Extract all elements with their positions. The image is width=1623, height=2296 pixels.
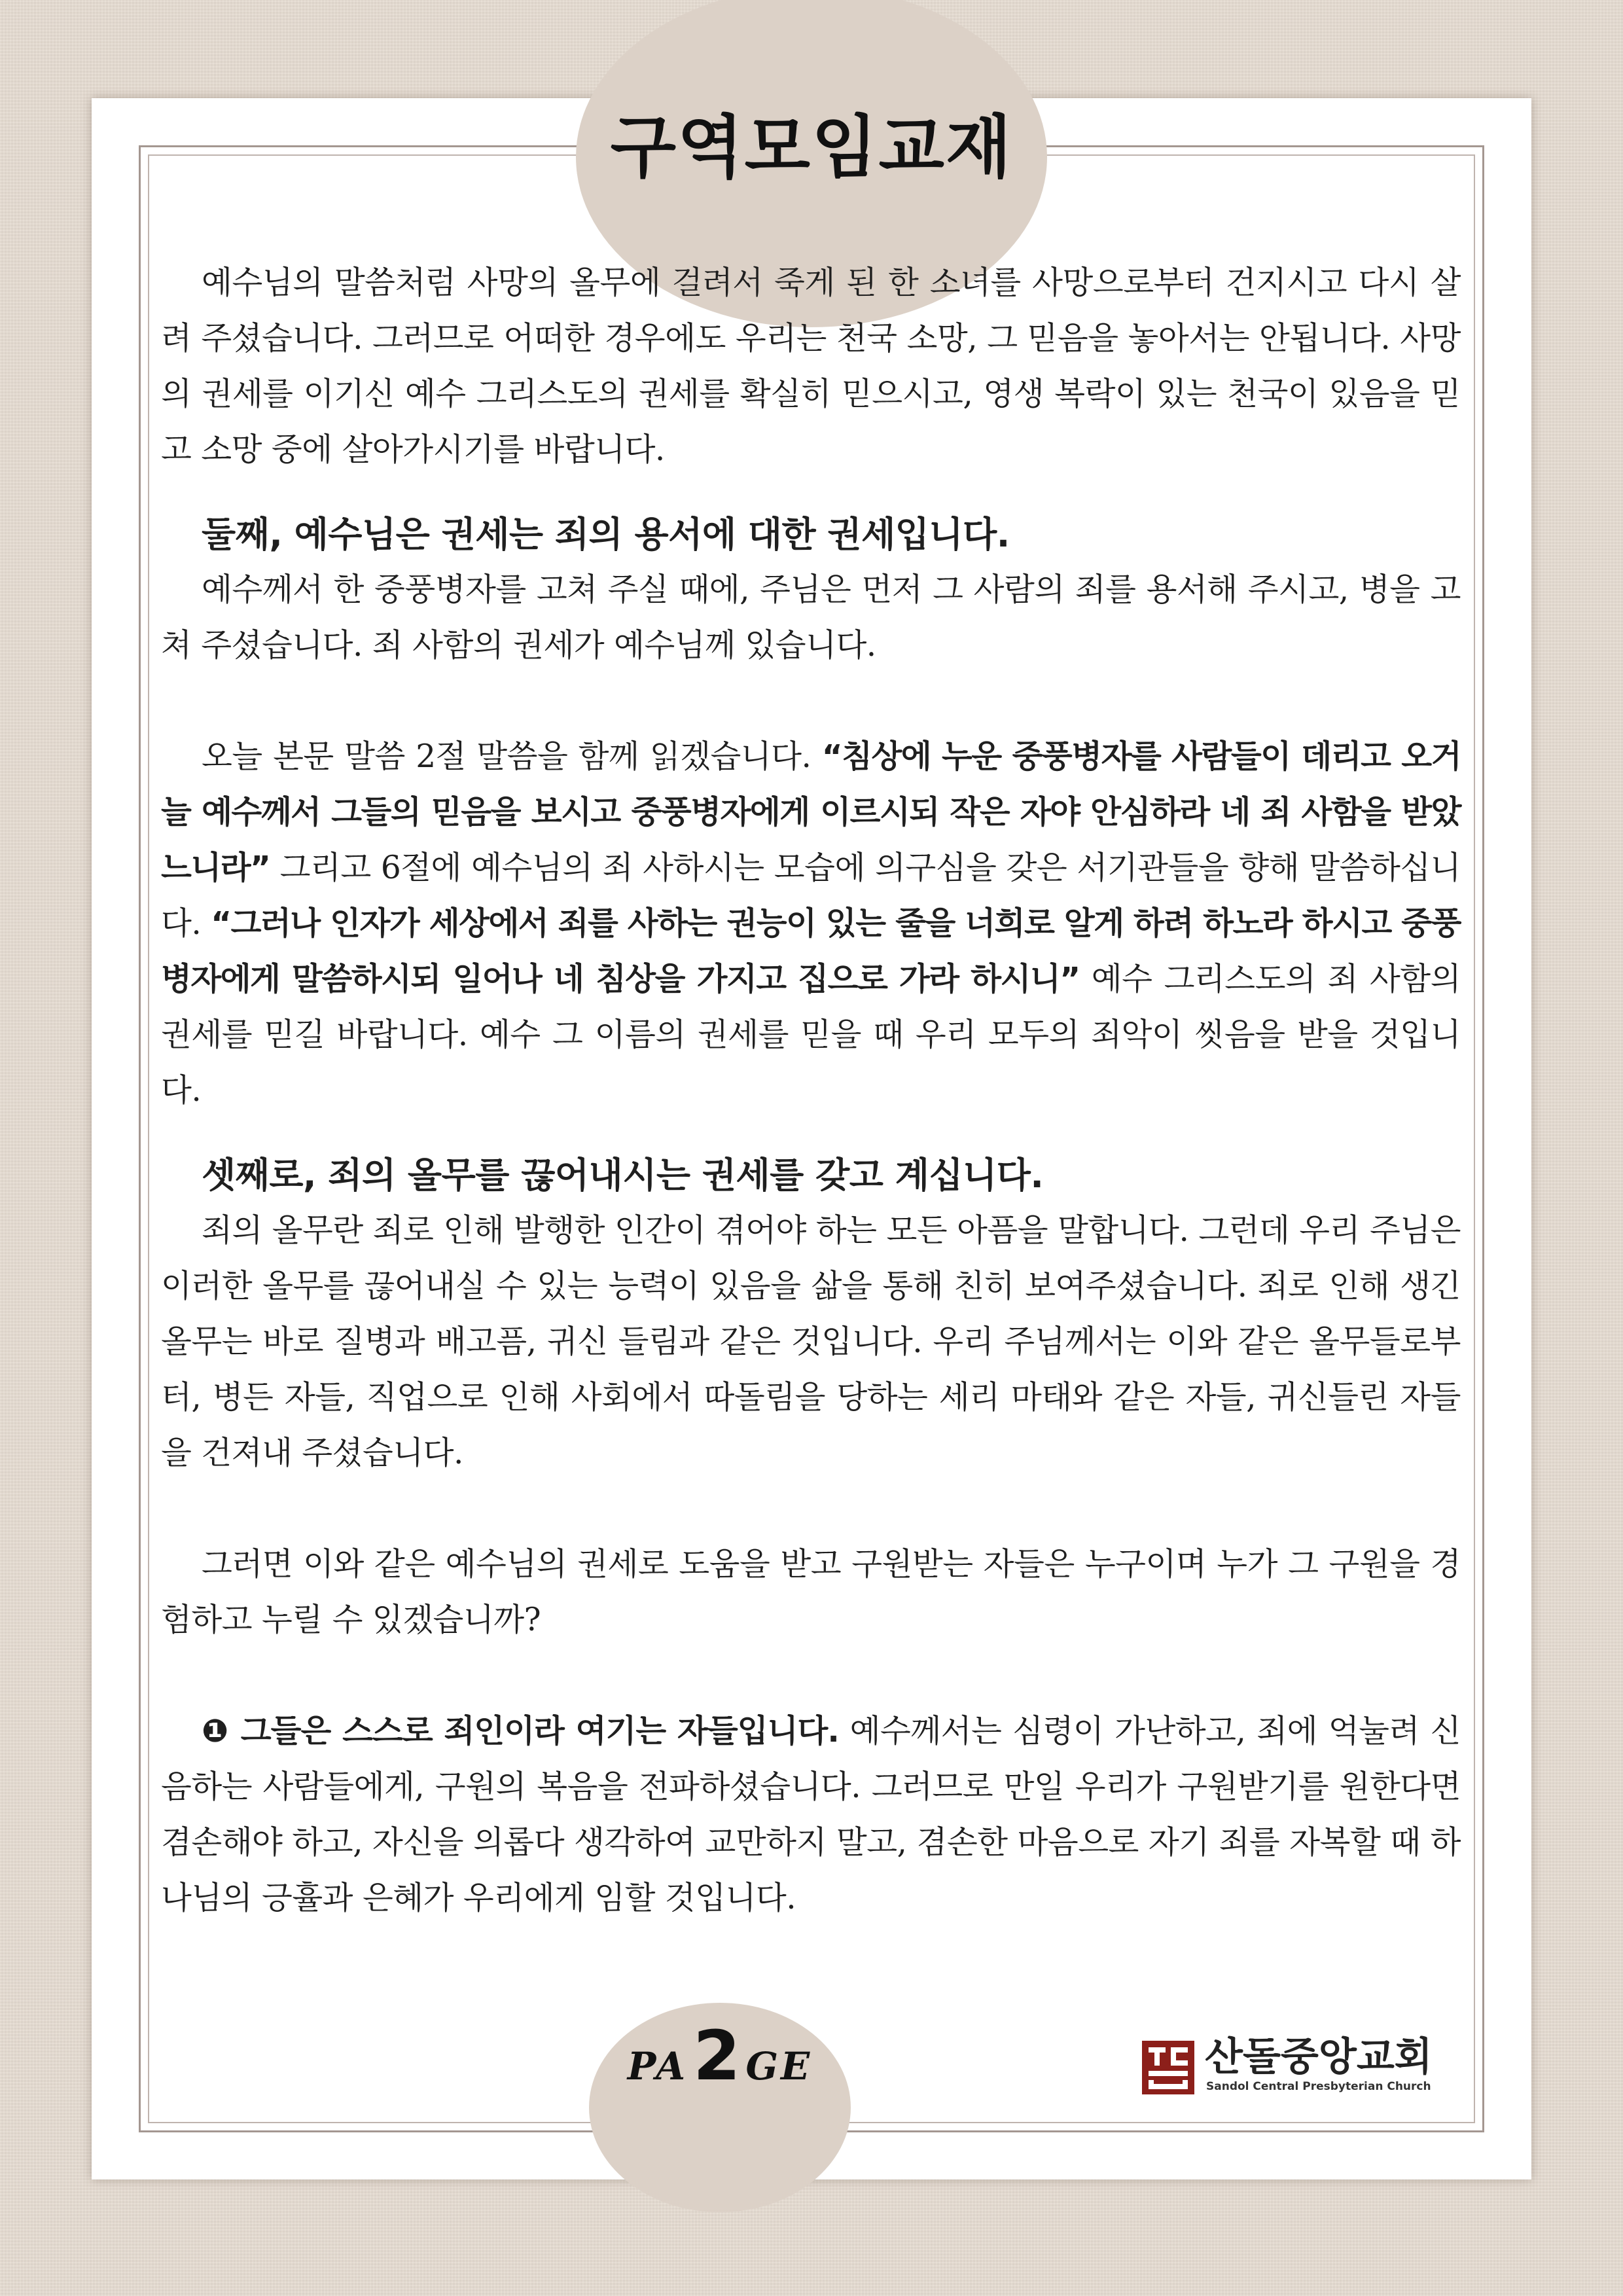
page-number-label [589, 2016, 851, 2096]
page-prefix: PA [627, 2044, 688, 2089]
main-content [161, 255, 1461, 1926]
page-suffix: GE [745, 2044, 813, 2089]
paragraph-snare: 죄의 올무란 죄로 인해 발행한 인간이 겪어야 하는 모든 아픔을 말합니다. 그런데 우리 주님은 이러한 올무를 끊어내실 수 있는 능력이 있음을 삶을 통해 친히 보여주셨습니다. 죄로 인해 생긴 올무는 바로 질병과 배고픔, 귀신 들림과 같은 것입니다. 우리 주님께서는 이와 같은 올무들로부터, 병든 자들, 직업으로 인해 사회에서 따돌림을 당하는 세리 마태와 같은 자들, 귀신들린 자들을 건져내 주셨습니다. [161, 1212, 1461, 1471]
paragraph-point-one [161, 1704, 1461, 1926]
point-one-body: 예수께서는 심령이 가난하고, 죄에 억눌려 신음하는 사람들에게, 구원의 복음을 전파하셨습니다. 그러므로 만일 우리가 구원받기를 원한다면 겸손해야 하고, 자신을 의롭다 생각하여 교만하지 말고, 겸손한 마음으로 자기 죄를 자복할 때 하나님의 긍휼과 은혜가 우리에게 임할 것입니다. [161, 1713, 1461, 1916]
paragraph-forgiveness: 예수께서 한 중풍병자를 고쳐 주실 때에, 주님은 먼저 그 사람의 죄를 용서해 주시고, 병을 고쳐 주셨습니다. 죄 사함의 권세가 예수님께 있습니다. [161, 571, 1461, 664]
paragraph-question: 그러면 이와 같은 예수님의 권세로 도움을 받고 구원받는 자들은 누구이며 누가 그 구원을 경험하고 누릴 수 있겠습니까? [161, 1546, 1461, 1638]
page-number: 2 [693, 2016, 741, 2096]
scripture-quote-1: “침상에 누운 중풍병자를 사람들이 데리고 오거늘 예수께서 그들의 믿음을 보시고 중풍병자에게 이르시되 작은 자야 안심하라 네 죄 사함을 받았느니라” [161, 738, 1461, 886]
scripture-middle: 그리고 6절에 예수님의 죄 사하시는 모습에 의구심을 갖은 서기관들을 향해 말씀하십니다. [161, 850, 1461, 942]
scripture-end: 예수 그리스도의 죄 사함의 권세를 믿길 바랍니다. 예수 그 이름의 권세를 믿을 때 우리 모두의 죄악이 씻음을 받을 것입니다. [161, 961, 1461, 1109]
heading-third-point: 셋째로, 죄의 올무를 끊어내시는 권세를 갖고 계십니다. [202, 1155, 1044, 1196]
scripture-intro: 오늘 본문 말씀 2절 말씀을 함께 읽겠습니다. [202, 738, 822, 775]
heading-second-point: 둘째, 예수님은 권세는 죄의 용서에 대한 권세입니다. [202, 514, 1010, 555]
paragraph-scripture [161, 729, 1461, 1119]
spacer [161, 1481, 1461, 1537]
church-name-english: Sandol Central Presbyterian Church [1206, 2080, 1431, 2093]
church-logo-icon [1142, 2041, 1194, 2094]
paragraph-intro: 예수님의 말씀처럼 사망의 올무에 걸려서 죽게 된 한 소녀를 사망으로부터 건지시고 다시 살려 주셨습니다. 그러므로 어떠한 경우에도 우리는 천국 소망, 그 믿음을 놓아서는 안됩니다. 사망의 권세를 이기신 예수 그리스도의 권세를 확실히 믿으시고, 영생 복락이 있는 천국이 있음을 믿고 소망 중에 살아가시기를 바랍니다. [161, 264, 1461, 468]
page-sheet [92, 98, 1531, 2179]
spacer [161, 673, 1461, 729]
church-name: 산돌중앙교회 [1205, 2034, 1433, 2080]
page-title: 구역모임교재 [610, 107, 1013, 187]
church-logo [1142, 2036, 1450, 2101]
spacer [161, 1648, 1461, 1704]
scripture-quote-2: “그러나 인자가 세상에서 죄를 사하는 권능이 있는 줄을 너희로 알게 하려 하노라 하시고 중풍병자에게 말씀하시되 일어나 네 침상을 가지고 집으로 가라 하시니” [161, 905, 1461, 997]
point-one-lead: ❶ 그들은 스스로 죄인이라 여기는 자들입니다. [202, 1713, 839, 1749]
